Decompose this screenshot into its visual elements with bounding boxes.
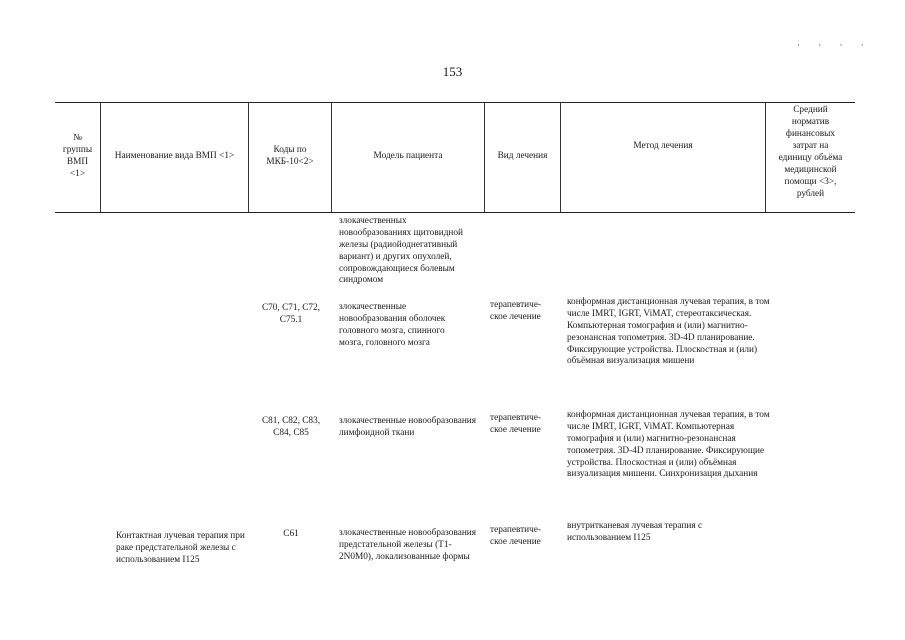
header-group-number: № группы ВМП <1> [62, 133, 93, 179]
header-vmp-name: Наименование вида ВМП <1> [114, 151, 235, 162]
page-number: 153 [442, 64, 463, 79]
table-cell-vmp-name: Контактная лучевая терапия при раке предстательной железы с использованием I125 [116, 531, 245, 565]
header-treatment-method: Метод лечения [633, 141, 693, 152]
table-cell-treatment-method: внутритканевая лучевая терапия с использованием I125 [567, 521, 703, 543]
scan-marks: · · · · [797, 40, 872, 50]
header-average-cost: Средний норматив финансовых затрат на единицу объёма медицинской помощи <3>, рублей [778, 105, 843, 199]
table-cell-patient-model: злокачественные новообразования оболочек головного мозга, спинного мозга, головного мозга [339, 302, 446, 348]
table-cell-treatment-type: терапевтиче-ское лечение [490, 300, 542, 322]
table-cell-patient-model: злокачественные новообразования лимфоидной ткани [339, 416, 477, 438]
table-cell-mkb-codes: C70, C71, C72, C75.1 [261, 303, 321, 325]
table-cell-mkb-codes: C81, C82, C83, C84, C85 [261, 416, 321, 438]
header-bottom-border [55, 212, 855, 213]
header-treatment-type: Вид лечения [497, 151, 548, 162]
table-cell-patient-model: злокачественные новообразования предстательной железы (T1-2N0M0), локализованные формы [339, 528, 477, 562]
header-patient-model: Модель пациента [373, 151, 443, 162]
table-cell-treatment-method: конформная дистанционная лучевая терапия, в том числе IMRT, IGRT, ViMAT. Компьютерная томография и (или) магнитно-резонансная топометрия. 3D-4D планирование. Фиксирующие устройства. Плоскостная и (или) объёмная визуализация мишени. Синхронизация дыхания [567, 410, 770, 480]
table-cell-patient-model: злокачественных новообразованиях щитовидной железы (радиойоднегативный вариант) и других опухолей, сопровождающиеся болевым синдромом [339, 216, 464, 286]
table-cell-mkb-codes: C61 [283, 529, 299, 539]
table-cell-treatment-type: терапевтиче-ское лечение [490, 413, 542, 435]
table-cell-treatment-method: конформная дистанционная лучевая терапия, в том числе IMRT, IGRT, ViMAT, стереотаксическая. Компьютерная томография и (или) магнитно-резонансная топометрия. 3D-4D планирование. Фиксирующие устройства. Плоскостная и (или) объёмная визуализация мишени [567, 297, 770, 367]
header-mkb-codes: Коды по МКБ-10<2> [266, 145, 314, 167]
table-cell-treatment-type: терапевтиче-ское лечение [490, 525, 542, 547]
